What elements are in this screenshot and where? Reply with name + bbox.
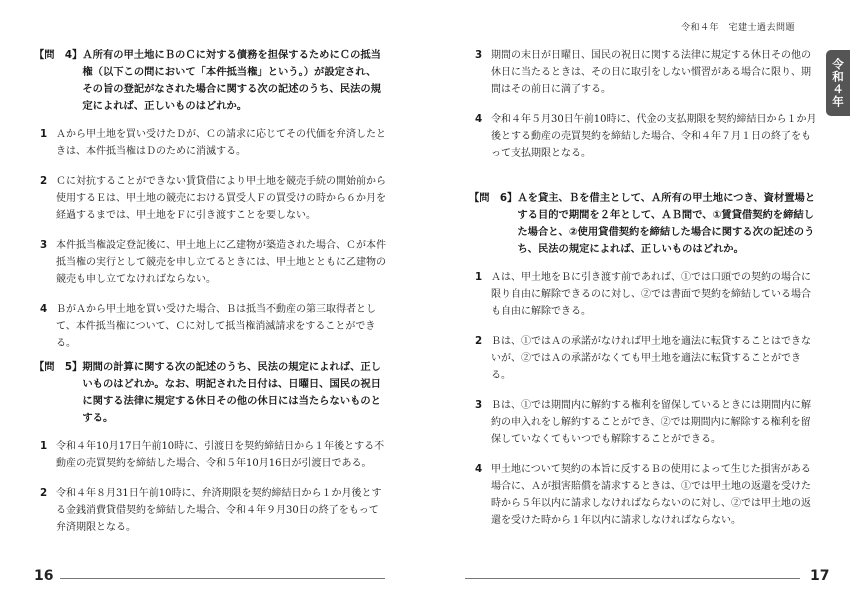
question-6-stem [469, 190, 819, 258]
choice-item [469, 333, 819, 384]
question-6-label: 【問 6】 [469, 192, 518, 204]
choice-number: 1 [40, 128, 48, 140]
question-5-stem [34, 359, 386, 427]
choice-text: Ａから甲土地を買い受けたＤが、Ｃの請求に応じてその代価を弁済したときは、本件抵当権はＤのために消滅する。 [56, 129, 386, 157]
choice-number: 4 [475, 113, 483, 125]
choice-text: 甲土地について契約の本旨に反するＢの使用によって生じた損害がある場合に、Ａが損害賠償を請求するときは、①では甲土地の返還を受けた時から５年以内に請求しなければならないのに対し、②では甲土地の返還を受けた時から１年以内に請求しなければならない。 [491, 464, 811, 526]
running-header: 令和４年 宅建士過去問題 [680, 23, 795, 33]
question-4-text: Ａ所有の甲土地にＢのＣに対する債務を担保するためにＣの抵当権（以下この問において「本件抵当権」という。）が設定され、その旨の登記がなされた場合に関する次の記述のうち、民法の規定によれば、正しいものはどれか。 [82, 49, 381, 112]
choice-item [469, 269, 819, 320]
choice-text: 本件抵当権設定登記後に、甲土地上に乙建物が築造された場合、Ｃが本件抵当権の実行として競売を申し立てるときには、甲土地とともに乙建物の競売も申し立てなければならない。 [56, 240, 386, 285]
right-page [425, 0, 850, 602]
question-5 [34, 359, 386, 536]
choice-text: Ａは、甲土地をＢに引き渡す前であれば、①では口頭での契約の場合に限り自由に解除できるのに対し、②では書面で契約を締結している場合も自由に解除できる。 [491, 272, 811, 317]
choice-number: 2 [475, 335, 483, 347]
question-5-label: 【問 5】 [34, 361, 83, 373]
choice-item [34, 173, 386, 224]
question-4-choices [34, 126, 386, 352]
choice-number: 2 [40, 175, 48, 187]
choice-item [34, 126, 386, 160]
choice-number: 3 [475, 399, 483, 411]
question-5-continued [469, 47, 819, 162]
choice-item [469, 111, 819, 162]
page-number-right: 17 [810, 568, 830, 584]
choice-text: 期間の末日が日曜日、国民の祝日に関する法律に規定する休日その他の休日に当たるときは、その日に取引をしない慣習がある場合に限り、期間はその前日に満了する。 [491, 50, 811, 95]
choice-number: 1 [40, 440, 48, 452]
choice-text: Ｂは、①では期間内に解約する権利を留保しているときには期間内に解約の申入れをし解約することができ、②では期間内に解除する権利を留保していなくてもいつでも解除することができる。 [491, 400, 811, 445]
question-6-choices [469, 269, 819, 529]
page-number-left: 16 [34, 568, 54, 584]
choice-number: 1 [475, 271, 483, 283]
choice-item [34, 438, 386, 472]
choice-item [34, 237, 386, 288]
footer-rule-right [465, 578, 800, 579]
choice-text: 令和４年８月31日午前10時に、弁済期限を契約締結日から１か月後とする金銭消費貸借契約を締結した場合、令和４年９月30日の終了をもって弁済期限となる。 [56, 488, 382, 533]
question-4-label: 【問 4】 [34, 49, 83, 61]
choice-item [469, 47, 819, 98]
choice-item [34, 485, 386, 536]
question-4 [34, 47, 386, 352]
choice-number: 4 [40, 303, 48, 315]
choice-text: 令和４年10月17日午前10時に、引渡日を契約締結日から１年後とする不動産の売買契約を締結した場合、令和５年10月16日が引渡日である。 [56, 441, 385, 469]
choice-item [469, 461, 819, 529]
question-5-text: 期間の計算に関する次の記述のうち、民法の規定によれば、正しいものはどれか。なお、明記された日付は、日曜日、国民の祝日に関する法律に規定する休日その他の休日には当たらないものとする。 [82, 361, 381, 424]
question-5-choices [34, 438, 386, 536]
choice-number: 3 [40, 239, 48, 251]
choice-number: 4 [475, 463, 483, 475]
choice-number: 2 [40, 487, 48, 499]
choice-text: Ｂは、①ではＡの承諾がなければ甲土地を適法に転貸することはできないが、②ではＡの承諾がなくても甲土地を適法に転貸することができる。 [491, 336, 811, 381]
question-6 [469, 190, 819, 529]
choice-number: 3 [475, 49, 483, 61]
choice-item [469, 397, 819, 448]
side-tab [826, 50, 850, 116]
footer-rule-left [60, 578, 385, 579]
choice-text: 令和４年５月30日午前10時に、代金の支払期限を契約締結日から１か月後とする動産の売買契約を締結した場合、令和４年７月１日の終了をもって支払期限となる。 [491, 114, 817, 159]
choice-text: ＢがＡから甲土地を買い受けた場合、Ｂは抵当不動産の第三取得者として、本件抵当権について、Ｃに対して抵当権消滅請求をすることができる。 [56, 304, 376, 349]
choice-text: Ｃに対抗することができない賃貸借により甲土地を競売手続の開始前から使用するＥは、甲土地の競売における買受人Ｆの買受けの時から６か月を経過するまでは、甲土地をＦに引き渡すことを要しない。 [56, 176, 386, 221]
choice-item [34, 301, 386, 352]
question-4-stem [34, 47, 386, 115]
side-tab-label: 令和４年 [831, 58, 845, 108]
question-6-text: Ａを貸主、Ｂを借主として、Ａ所有の甲土地につき、資材置場とする目的で期間を２年として、ＡＢ間で、①賃貸借契約を締結した場合と、②使用貸借契約を締結した場合に関する次の記述のうち、民法の規定によれば、正しいものはどれか。 [517, 192, 816, 255]
